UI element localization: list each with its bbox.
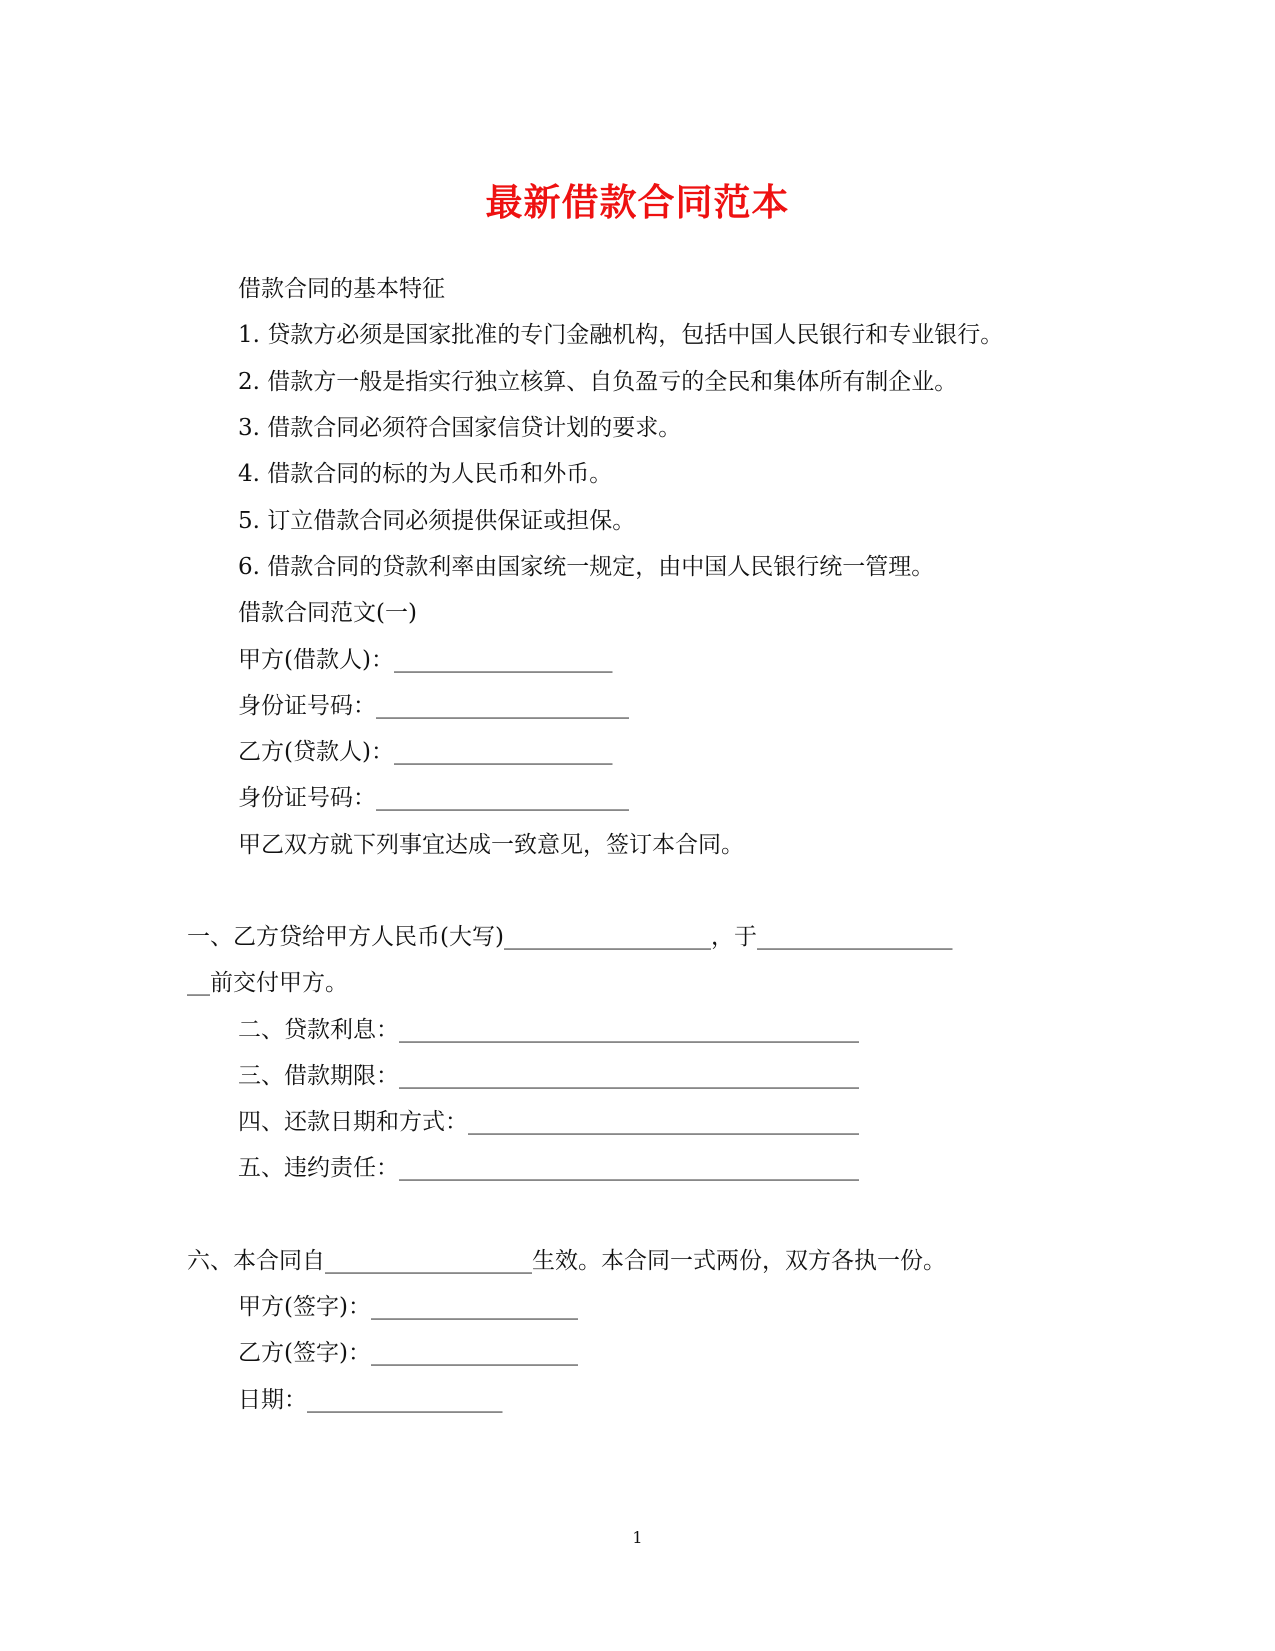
page-number: 1 bbox=[632, 1528, 643, 1547]
party-b-signature-field: 乙方(签字)：__________________ bbox=[238, 1340, 578, 1366]
party-a-borrower-field: 甲方(借款人)：___________________ bbox=[238, 647, 613, 673]
clause-3-term: 三、借款期限：________________________________________ bbox=[238, 1063, 859, 1089]
clause-1-loan-amount: 一、乙方贷给甲方人民币(大写)__________________，于_________________ bbox=[187, 924, 953, 950]
party-a-signature-field: 甲方(签字)：__________________ bbox=[238, 1294, 578, 1320]
party-b-lender-field: 乙方(贷款人)：___________________ bbox=[238, 739, 613, 765]
feature-item-3: 3. 借款合同必须符合国家信贷计划的要求。 bbox=[238, 415, 682, 441]
clause-4-repayment: 四、还款日期和方式：__________________________________ bbox=[238, 1109, 859, 1135]
agreement-statement: 甲乙双方就下列事宜达成一致意见，签订本合同。 bbox=[238, 832, 744, 858]
feature-item-2: 2. 借款方一般是指实行独立核算、自负盈亏的全民和集体所有制企业。 bbox=[238, 369, 958, 395]
date-field: 日期：_________________ bbox=[238, 1387, 503, 1413]
clause-5-liability: 五、违约责任：________________________________________ bbox=[238, 1155, 859, 1181]
feature-item-4: 4. 借款合同的标的为人民币和外币。 bbox=[238, 461, 613, 487]
feature-item-1: 1. 贷款方必须是国家批准的专门金融机构，包括中国人民银行和专业银行。 bbox=[238, 322, 1004, 348]
section-heading-sample: 借款合同范文(一) bbox=[238, 600, 417, 626]
party-a-id-field: 身份证号码：______________________ bbox=[238, 693, 629, 719]
party-b-id-field: 身份证号码：______________________ bbox=[238, 785, 629, 811]
section-heading-basic-features: 借款合同的基本特征 bbox=[238, 276, 445, 302]
feature-item-5: 5. 订立借款合同必须提供保证或担保。 bbox=[238, 508, 636, 534]
clause-1-continuation: __前交付甲方。 bbox=[187, 970, 348, 996]
document-title: 最新借款合同范本 bbox=[485, 180, 790, 224]
feature-item-6: 6. 借款合同的贷款利率由国家统一规定，由中国人民银行统一管理。 bbox=[238, 554, 935, 580]
clause-6-effective: 六、本合同自__________________生效。本合同一式两份，双方各执一份。 bbox=[187, 1248, 946, 1274]
clause-2-interest: 二、贷款利息：________________________________________ bbox=[238, 1017, 859, 1043]
